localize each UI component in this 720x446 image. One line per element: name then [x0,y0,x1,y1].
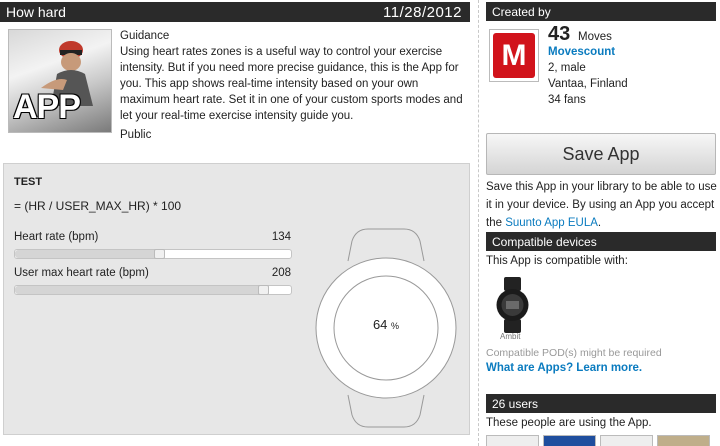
app-header [0,2,470,22]
created-by-header: Created by [486,2,716,21]
compatible-devices-header: Compatible devices [486,232,716,251]
test-simulator-panel [3,163,470,435]
watch-readout [312,317,460,332]
max-hr-slider-handle[interactable] [258,285,269,295]
watch-preview [312,227,460,429]
heart-rate-label: Heart rate (bpm) [14,231,99,243]
users-header: 26 users [486,394,716,413]
description-body: Using heart rates zones is a useful way to control your exercise intensity. But if you need more precise guidance, this is the App for you. This app shows real-time intensity based on your own maximum heart rate. Set it in one of your custom sports modes and let your real-time exercise intensity guide you. [120,46,463,122]
heart-rate-slider-fill [15,250,159,258]
moves-count: 43 [548,23,571,45]
pod-note: Compatible POD(s) might be required [486,347,662,359]
heart-rate-slider[interactable] [14,249,292,259]
device-name: Ambit [500,332,521,341]
heart-rate-slider-handle[interactable] [154,249,165,259]
app-date: 11/28/2012 [383,3,462,21]
ambit-watch-icon[interactable] [490,275,535,335]
test-label: TEST [14,176,43,188]
watch-result-value: 64 [372,317,388,332]
max-hr-slider-fill [15,286,263,294]
creator-fans: 34 fans [548,94,586,106]
users-text: These people are using the App. [486,417,652,429]
creator-gender-age: 2, male [548,62,586,74]
column-divider [478,0,479,446]
save-app-info [486,178,718,232]
save-app-button[interactable]: Save App [486,133,716,175]
compatible-intro: This App is compatible with: [486,255,628,267]
save-info-end: . [597,217,602,229]
max-hr-slider[interactable] [14,285,292,295]
eula-link[interactable]: Suunto App EULA [505,217,598,229]
what-are-apps-link[interactable]: What are Apps? Learn more. [486,362,643,374]
formula-text: = (HR / USER_MAX_HR) * 100 [14,199,182,213]
app-description [120,28,470,124]
moves-label: Moves [578,31,612,43]
watch-result-unit: % [391,321,400,331]
creator-location: Vantaa, Finland [548,78,628,90]
creator-name-link[interactable]: Movescount [548,46,616,58]
app-title: How hard [6,4,66,20]
user-avatar[interactable] [600,435,653,446]
user-avatar[interactable] [657,435,710,446]
user-avatar[interactable] [543,435,596,446]
creator-avatar[interactable] [489,29,539,82]
movescount-logo-icon: M [493,33,535,78]
max-hr-value: 208 [271,267,291,279]
thumbnail-app-text: APP [13,88,80,126]
visibility-label: Public [120,129,152,141]
max-hr-label: User max heart rate (bpm) [14,267,149,279]
description-heading: Guidance [120,30,170,42]
app-thumbnail [8,29,112,133]
user-avatar[interactable] [486,435,539,446]
heart-rate-value: 134 [271,231,291,243]
save-info-text: Save this App in your library to be able to use it in your device. By using an App you accept the [486,181,717,229]
